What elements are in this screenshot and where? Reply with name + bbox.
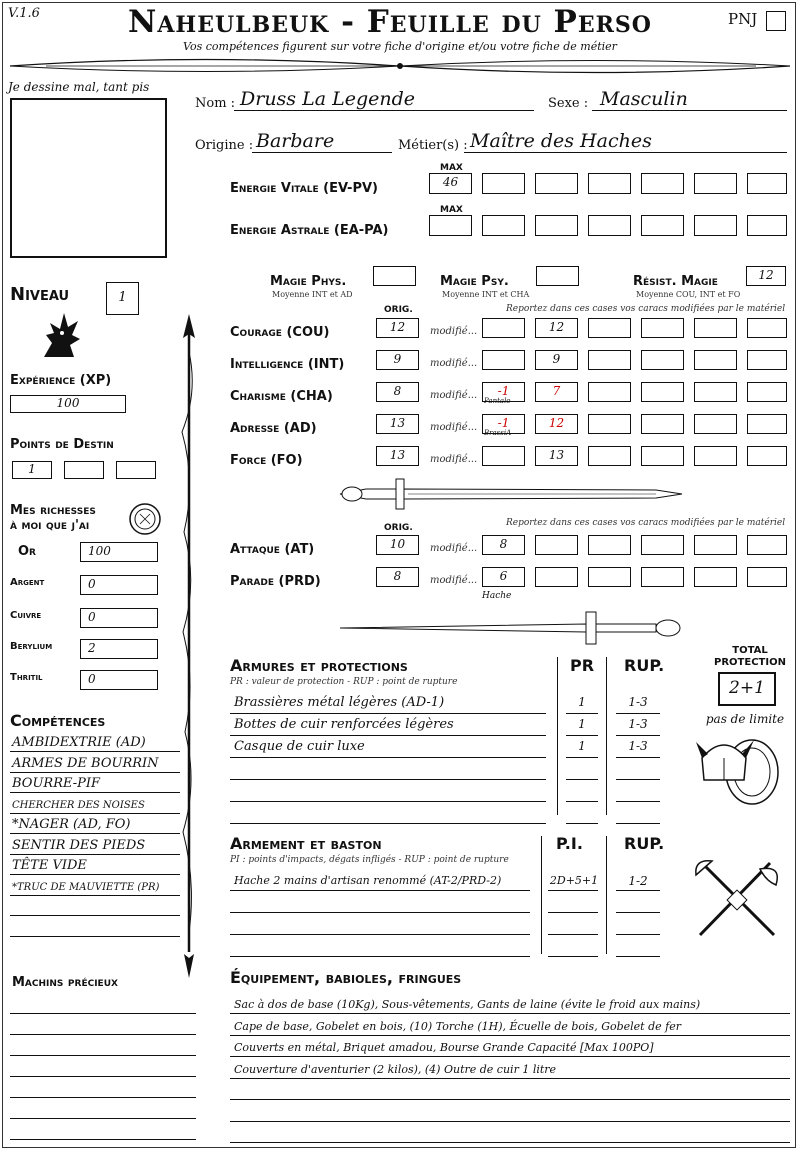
armor-col-pr: PR (570, 656, 595, 675)
weapon-pi-line[interactable] (548, 890, 598, 891)
ea-max-label: MAX (440, 205, 463, 215)
carac-mod-note: Pantalo (484, 397, 511, 405)
combat-modifie-label: modifié... (430, 575, 478, 586)
carac-mod-box[interactable] (641, 414, 684, 434)
carac-mod-box[interactable] (694, 414, 737, 434)
ev-box[interactable] (694, 173, 737, 194)
helmet-shield-icon (694, 728, 784, 808)
combat-modifie-label: modifié... (430, 543, 478, 554)
magie-psy-label: Magie Psy. (440, 274, 509, 289)
carac-label: Charisme (CHA) (230, 389, 333, 404)
combat-note: Reportez dans ces cases vos caracs modifiées par le matériel (506, 518, 786, 528)
combat-mod-box[interactable] (694, 535, 737, 555)
carac-mod-box[interactable] (747, 318, 787, 338)
armor-row-rup: 1-3 (628, 717, 648, 731)
precious-title: Machins précieux (12, 975, 118, 990)
wealth-item-value: 100 (88, 544, 111, 558)
destin-label: Points de Destin (10, 437, 114, 452)
weapons-title: Armement et baston (230, 834, 382, 853)
carac-modifie-label: modifié... (430, 390, 478, 401)
carac-mod-box[interactable] (747, 446, 787, 466)
wealth-item-value: 2 (88, 641, 96, 655)
skill-line[interactable] (10, 772, 180, 773)
combat-mod-box[interactable] (535, 567, 578, 587)
carac-mod-box[interactable] (747, 414, 787, 434)
weapon-pi-line[interactable] (548, 912, 598, 913)
carac-final-value: 7 (552, 384, 561, 398)
armor-col-rup: RUP. (624, 656, 665, 675)
armor-pr-line[interactable] (566, 713, 598, 714)
ev-box[interactable] (641, 173, 684, 194)
wealth-item-value: 0 (88, 610, 96, 624)
combat-mod-box[interactable] (588, 535, 631, 555)
niveau-value: 1 (118, 290, 127, 305)
carac-mod-box[interactable] (641, 382, 684, 402)
resist-magie-note: Moyenne COU, INT et FO (636, 290, 741, 299)
skill-line[interactable] (10, 895, 180, 896)
skill-line[interactable] (10, 915, 180, 916)
combat-mod-value: 6 (499, 569, 508, 583)
combat-orig-value: 8 (393, 569, 402, 583)
carac-orig-value: 13 (389, 416, 406, 430)
precious-line[interactable] (10, 1118, 196, 1119)
combat-mod-box[interactable] (535, 535, 578, 555)
portrait-caption: Je dessine mal, tant pis (8, 80, 150, 94)
wealth-title-1: Mes richesses (10, 503, 96, 518)
weapon-row-name: Hache 2 mains d'artisan renommé (AT-2/PRD-2) (234, 874, 502, 887)
destin-box-3[interactable] (116, 461, 156, 479)
crossed-weapons-icon (690, 855, 785, 945)
magie-psy-note: Moyenne INT et CHA (442, 290, 530, 299)
weapon-row-rup: 1-2 (628, 874, 648, 888)
armor-row-pr: 1 (578, 717, 586, 731)
weapon-row-line[interactable] (230, 956, 530, 957)
carac-label: Intelligence (INT) (230, 357, 345, 372)
combat-mod-value: 8 (499, 537, 508, 551)
carac-mod-value: -1 (497, 384, 510, 398)
wealth-item-value: 0 (88, 577, 96, 591)
metier-label: Métier(s) : (398, 138, 468, 153)
weapon-row-line[interactable] (230, 912, 530, 913)
combat-mod-box[interactable] (641, 535, 684, 555)
equipment-line[interactable] (230, 1121, 790, 1122)
armor-row-rup: 1-3 (628, 695, 648, 709)
skill-line[interactable] (10, 792, 180, 793)
weapon-row-line[interactable] (230, 890, 530, 891)
combat-mod-box[interactable] (588, 567, 631, 587)
carac-mod-box[interactable] (694, 350, 737, 370)
carac-mod-box[interactable] (641, 446, 684, 466)
precious-line[interactable] (10, 1076, 196, 1077)
magie-phys-box[interactable] (373, 266, 416, 286)
armor-note: PR : valeur de protection - RUP : point de rupture (230, 677, 458, 687)
precious-line[interactable] (10, 1034, 196, 1035)
armor-pr-line[interactable] (566, 779, 598, 780)
weapon-rup-line[interactable] (616, 956, 660, 957)
carac-mod-box[interactable] (482, 350, 525, 370)
carac-mod-box[interactable] (588, 318, 631, 338)
metier-value: Maître des Haches (470, 130, 652, 152)
sheet-title: Naheulbeuk - Feuille du Perso (128, 4, 652, 40)
magie-phys-label: Magie Phys. (270, 274, 347, 289)
armor-rup-line[interactable] (616, 823, 660, 824)
combat-mod-note: Hache (482, 591, 512, 601)
ea-box[interactable] (694, 215, 737, 236)
magie-phys-note: Moyenne INT et AD (272, 290, 353, 299)
ev-value: 46 (442, 175, 459, 189)
origine-value: Barbare (256, 130, 335, 152)
carac-orig-value: 9 (393, 352, 402, 366)
wealth-item-label: Berylium (10, 641, 53, 652)
armor-row-name: Bottes de cuir renforcées légères (234, 717, 454, 732)
carac-label: Adresse (AD) (230, 421, 317, 436)
skill-line[interactable] (10, 813, 180, 814)
portrait-box[interactable] (10, 98, 167, 258)
carac-mod-box[interactable] (588, 414, 631, 434)
carac-mod-box[interactable] (694, 382, 737, 402)
combat-orig-value: 10 (389, 537, 406, 551)
combat-mod-box[interactable] (747, 535, 787, 555)
carac-label: Force (FO) (230, 453, 303, 468)
carac-label: Courage (COU) (230, 325, 330, 340)
carac-modifie-label: modifié... (430, 358, 478, 369)
wealth-item-label: Cuivre (10, 610, 42, 621)
armor-row-line[interactable] (230, 779, 546, 780)
equipment-line[interactable] (230, 1142, 790, 1143)
pnj-label: PNJ (728, 10, 758, 28)
combat-label: Parade (PRD) (230, 574, 321, 589)
skill-item: BOURRE-PIF (12, 776, 101, 791)
total-protection-label-2: PROTECTION (714, 657, 786, 668)
weapons-divider (541, 836, 542, 954)
carac-final-value: 12 (548, 320, 565, 334)
skill-item: ARMES DE BOURRIN (12, 755, 159, 771)
weapons-note: PI : points d'impacts, dégats infligés - RUP : point de rupture (230, 855, 509, 865)
magie-psy-box[interactable] (536, 266, 579, 286)
ev-max-label: MAX (440, 163, 463, 173)
weapon-pi-line[interactable] (548, 956, 598, 957)
armor-rup-line[interactable] (616, 779, 660, 780)
armor-row-line[interactable] (230, 713, 546, 714)
carac-mod-box[interactable] (641, 318, 684, 338)
ea-label: Energie Astrale (EA-PA) (230, 223, 389, 238)
ea-box[interactable] (747, 215, 787, 236)
armor-pr-line[interactable] (566, 757, 598, 758)
sexe-value: Masculin (600, 88, 688, 110)
equipment-line[interactable] (230, 1056, 790, 1057)
armor-rup-line[interactable] (616, 735, 660, 736)
nom-label: Nom : (195, 96, 236, 111)
armor-row-line[interactable] (230, 823, 546, 824)
equipment-item: Cape de base, Gobelet en bois, (10) Torche (1H), Écuelle de bois, Gobelet de fer (234, 1019, 681, 1033)
ea-box[interactable] (641, 215, 684, 236)
ea-max-box[interactable] (429, 215, 472, 236)
carac-note: Reportez dans ces cases vos caracs modifiées par le matériel (506, 304, 786, 314)
spear-icon (178, 312, 200, 980)
carac-mod-note: BrassiA (484, 429, 512, 437)
skill-item: *TRUC DE MAUVIETTE (PR) (12, 881, 160, 893)
niveau-label: Niveau (10, 284, 70, 305)
equipment-item: Sac à dos de base (10Kg), Sous-vêtements, Gants de laine (évite le froid aux mains) (234, 998, 701, 1011)
armor-row-pr: 1 (578, 739, 586, 753)
armor-row-line[interactable] (230, 757, 546, 758)
armor-row-name: Brassières métal légères (AD-1) (234, 695, 445, 710)
carac-mod-box[interactable] (588, 446, 631, 466)
carac-mod-box[interactable] (641, 350, 684, 370)
ev-box[interactable] (588, 173, 631, 194)
armor-row-name: Casque de cuir luxe (234, 739, 365, 754)
armor-rup-line[interactable] (616, 757, 660, 758)
weapon-rup-line[interactable] (616, 934, 660, 935)
armor-title: Armures et protections (230, 656, 408, 675)
armor-divider (557, 657, 558, 815)
combat-mod-box[interactable] (641, 567, 684, 587)
sword-icon (336, 610, 686, 646)
resist-magie-value: 12 (758, 268, 774, 282)
weapons-col-rup: RUP. (624, 834, 665, 853)
combat-label: Attaque (AT) (230, 542, 315, 557)
dragon-icon (34, 305, 84, 363)
skill-item: AMBIDEXTRIE (AD) (12, 735, 146, 750)
weapons-divider (606, 836, 607, 954)
version-label: V.1.6 (8, 6, 40, 21)
equipment-line[interactable] (230, 1099, 790, 1100)
skill-line[interactable] (10, 833, 180, 834)
armor-row-line[interactable] (230, 801, 546, 802)
skill-line[interactable] (10, 936, 180, 937)
weapon-row-pi: 2D+5+1 (549, 874, 599, 887)
carac-mod-box[interactable] (694, 318, 737, 338)
ev-label: Energie Vitale (EV-PV) (230, 181, 378, 196)
wealth-item-label: Thritil (10, 672, 43, 683)
sexe-label: Sexe : (548, 96, 589, 111)
carac-modifie-label: modifié... (430, 422, 478, 433)
carac-mod-box[interactable] (482, 318, 525, 338)
total-protection-value: 2+1 (729, 678, 765, 698)
carac-mod-box[interactable] (694, 446, 737, 466)
armor-pr-line[interactable] (566, 801, 598, 802)
carac-final-value: 9 (552, 352, 561, 366)
precious-line[interactable] (10, 1013, 196, 1014)
carac-mod-box[interactable] (747, 350, 787, 370)
precious-line[interactable] (10, 1097, 196, 1098)
carac-orig-value: 8 (393, 384, 402, 398)
weapons-col-pi: P.I. (556, 834, 583, 853)
sheet-subtitle: Vos compétences figurent sur votre fiche d'origine et/ou votre fiche de métier (183, 40, 617, 53)
precious-line[interactable] (10, 1055, 196, 1056)
wealth-item-value: 0 (88, 672, 96, 686)
carac-mod-box[interactable] (747, 382, 787, 402)
xp-value: 100 (56, 396, 80, 410)
armor-rup-line[interactable] (616, 801, 660, 802)
skill-line[interactable] (10, 874, 180, 875)
carac-modifie-label: modifié... (430, 326, 478, 337)
weapon-rup-line[interactable] (616, 890, 660, 891)
skill-item: TÊTE VIDE (12, 858, 87, 873)
destin-value-1: 1 (28, 462, 36, 476)
equipment-line[interactable] (230, 1078, 790, 1079)
armor-rup-line[interactable] (616, 713, 660, 714)
carac-mod-box[interactable] (482, 446, 525, 466)
origine-label: Origine : (195, 138, 254, 153)
weapon-rup-line[interactable] (616, 912, 660, 913)
skills-title: Compétences (10, 711, 106, 730)
carac-modifie-label: modifié... (430, 454, 478, 465)
ea-box[interactable] (588, 215, 631, 236)
carac-orig-value: 12 (389, 320, 406, 334)
carac-orig-value: 13 (389, 448, 406, 462)
skill-item: SENTIR DES PIEDS (12, 837, 146, 853)
carac-mod-box[interactable] (588, 350, 631, 370)
xp-label: Expérience (XP) (10, 373, 112, 388)
ea-box[interactable] (535, 215, 578, 236)
skill-line[interactable] (10, 751, 180, 752)
resist-magie-label: Résist. Magie (633, 274, 718, 289)
carac-mod-box[interactable] (588, 382, 631, 402)
weapon-row-line[interactable] (230, 934, 530, 935)
total-protection-label-1: TOTAL (732, 645, 768, 656)
equipment-line[interactable] (230, 1035, 790, 1036)
skill-item: *NAGER (AD, FO) (12, 817, 131, 832)
wealth-title-2: à moi que j'ai (10, 518, 90, 533)
pnj-checkbox[interactable] (766, 11, 786, 31)
armor-row-rup: 1-3 (628, 739, 648, 753)
weapon-pi-line[interactable] (548, 934, 598, 935)
equipment-item: Couverture d'aventurier (2 kilos), (4) Outre de cuir 1 litre (234, 1062, 557, 1076)
skill-item: CHERCHER DES NOISES (12, 799, 145, 811)
armor-row-pr: 1 (578, 695, 586, 709)
total-protection-note: pas de limite (705, 712, 785, 726)
sword-icon (336, 475, 686, 513)
carac-orig-label: ORIG. (384, 305, 413, 315)
carac-mod-value: -1 (497, 416, 510, 430)
destin-box-2[interactable] (64, 461, 104, 479)
wealth-item-label: Argent (10, 577, 45, 588)
title-flourish-icon (6, 55, 794, 77)
equipment-title: Équipement, babioles, fringues (230, 968, 462, 987)
ev-box[interactable] (482, 173, 525, 194)
skill-line[interactable] (10, 854, 180, 855)
carac-final-value: 12 (548, 416, 565, 430)
ea-box[interactable] (482, 215, 525, 236)
nom-value: Druss La Legende (240, 88, 415, 110)
equipment-line[interactable] (230, 1013, 790, 1014)
armor-pr-line[interactable] (566, 735, 598, 736)
armor-pr-line[interactable] (566, 823, 598, 824)
equipment-item: Couverts en métal, Briquet amadou, Bourse Grande Capacité [Max 100PO] (234, 1041, 654, 1054)
combat-mod-box[interactable] (747, 567, 787, 587)
combat-mod-box[interactable] (694, 567, 737, 587)
carac-final-value: 13 (548, 448, 565, 462)
armor-row-line[interactable] (230, 735, 546, 736)
armor-divider (606, 657, 607, 815)
wealth-item-label: Or (18, 544, 36, 559)
ev-box[interactable] (747, 173, 787, 194)
combat-orig-label: ORIG. (384, 523, 413, 533)
precious-line[interactable] (10, 1139, 196, 1140)
ev-box[interactable] (535, 173, 578, 194)
coin-icon (128, 502, 162, 536)
